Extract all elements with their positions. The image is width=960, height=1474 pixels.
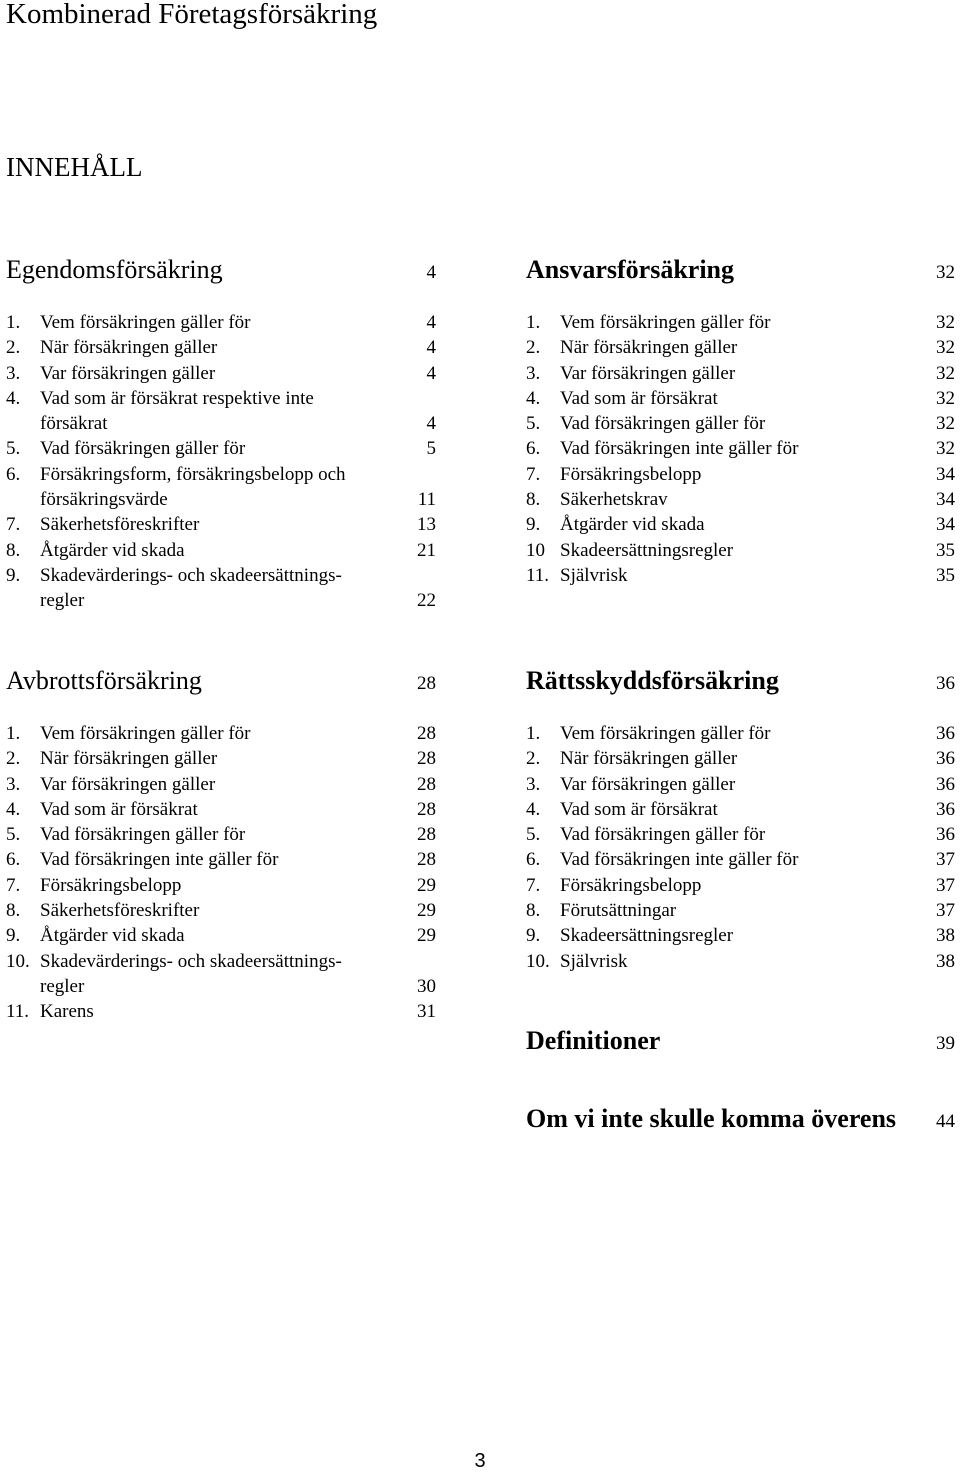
toc-entry-number: 1.: [526, 723, 541, 744]
toc-entry[interactable]: [526, 487, 955, 512]
toc-entry-number: 9.: [526, 925, 541, 947]
toc-entry-text: Var försäkringen gäller: [560, 773, 736, 795]
toc-entry-page: 34: [936, 489, 955, 511]
toc-entry-page: 35: [936, 564, 955, 586]
toc-entry-number: 7.: [6, 874, 21, 896]
toc-entry-text: Säkerhetskrav: [560, 489, 668, 511]
toc-entry[interactable]: [6, 847, 436, 872]
toc-entry-number: 9.: [526, 514, 541, 536]
toc-entry-page: 32: [936, 337, 955, 359]
toc-entry-page: 28: [417, 723, 436, 744]
toc-entry-list: [526, 310, 955, 588]
toc-entry[interactable]: [526, 411, 955, 436]
toc-entry-page: 29: [417, 900, 436, 922]
toc-entry-page: 32: [936, 438, 955, 460]
toc-entry-list: [526, 721, 955, 974]
toc-entry[interactable]: [526, 746, 955, 771]
toc-entry-page: 37: [936, 900, 955, 922]
section-heading[interactable]: [526, 663, 955, 699]
toc-entry-page: 38: [936, 950, 955, 972]
toc-entry-page: 32: [936, 312, 955, 333]
toc-entry-page: 38: [936, 925, 955, 947]
toc-entry-number: 6.: [526, 849, 541, 871]
toc-entry-text: Vad som är försäkrat: [40, 798, 198, 820]
toc-entry-text: Vad försäkringen inte gäller för: [40, 849, 279, 871]
toc-entry[interactable]: [6, 797, 436, 822]
toc-entry-page: 36: [936, 798, 955, 820]
section-heading[interactable]: [6, 252, 436, 288]
toc-entry[interactable]: [6, 563, 436, 614]
toc-entry-number: 3.: [526, 773, 541, 795]
toc-entry-text: Vad som är försäkrat: [560, 387, 718, 409]
toc-entry-number: 8.: [6, 539, 21, 561]
toc-entry[interactable]: [6, 999, 436, 1024]
toc-entry-number: 8.: [6, 900, 21, 922]
toc-entry-text: Vad försäkringen inte gäller för: [560, 849, 799, 871]
toc-entry[interactable]: [526, 512, 955, 537]
toc-entry-page: 30: [417, 975, 436, 997]
toc-section-ansvar: [526, 252, 955, 586]
toc-entry-number: 9.: [6, 564, 21, 586]
toc-entry-page: 13: [417, 514, 436, 536]
toc-entry-number: 4.: [6, 798, 21, 820]
toc-entry-page: 36: [936, 723, 955, 744]
toc-entry-text: Skadevärderings- och skadeersättnings-: [40, 950, 342, 972]
toc-entry[interactable]: [6, 538, 436, 563]
toc-entry-page: 28: [417, 849, 436, 871]
toc-entry-page: 28: [417, 798, 436, 820]
toc-entry-page: 34: [936, 514, 955, 536]
toc-entry-page: 37: [936, 874, 955, 896]
toc-entry-number: 10.: [6, 950, 30, 972]
toc-entry[interactable]: [526, 772, 955, 797]
toc-entry-text: När försäkringen gäller: [560, 748, 738, 770]
toc-entry-text: Vad försäkringen gäller för: [40, 824, 246, 846]
toc-entry-text: Vad som är försäkrat: [560, 798, 718, 820]
toc-entry-page: 28: [417, 824, 436, 846]
toc-entry-text: När försäkringen gäller: [40, 748, 218, 770]
toc-entry-page: 4: [426, 337, 436, 359]
toc-entry-text: försäkrat: [40, 413, 108, 435]
toc-entry-text: Var försäkringen gäller: [40, 773, 216, 795]
toc-entry[interactable]: [6, 335, 436, 360]
toc-entry-number: 3.: [526, 362, 541, 384]
toc-entry-text: regler: [40, 975, 85, 997]
section-title: Rättsskyddsförsäkring: [526, 666, 779, 695]
toc-entry-number: 1.: [6, 312, 21, 333]
toc-entry-number: 2.: [6, 748, 21, 770]
toc-entry-text: regler: [40, 590, 85, 612]
section-page-number: 4: [426, 262, 436, 283]
toc-entry[interactable]: [526, 822, 955, 847]
toc-entry[interactable]: [6, 949, 436, 1000]
toc-entry-number: 1.: [526, 312, 541, 333]
toc-entry-number: 10.: [526, 950, 550, 972]
toc-entry-number: 7.: [526, 463, 541, 485]
toc-entry-text: Säkerhetsföreskrifter: [40, 900, 200, 922]
toc-entry-text: Försäkringsform, försäkringsbelopp och: [40, 463, 346, 485]
toc-entry-text: Vad försäkringen gäller för: [40, 438, 246, 460]
toc-entry[interactable]: [526, 923, 955, 948]
toc-entry-text: Vad försäkringen gäller för: [560, 824, 766, 846]
section-heading[interactable]: [6, 663, 436, 699]
toc-entry[interactable]: [526, 797, 955, 822]
toc-entry-text: Självrisk: [560, 564, 628, 586]
section-title: Avbrottsförsäkring: [6, 666, 202, 695]
toc-entry-page: 29: [417, 925, 436, 947]
toc-entry-number: 4.: [526, 387, 541, 409]
toc-entry-text: Åtgärder vid skada: [40, 539, 185, 561]
toc-entry-number: 5.: [526, 413, 541, 435]
toc-entry-number: 10: [526, 539, 545, 561]
toc-entry-number: 7.: [526, 874, 541, 896]
toc-entry-page: 31: [417, 1001, 436, 1023]
toc-entry-number: 1.: [6, 723, 21, 744]
toc-entry-number: 8.: [526, 489, 541, 511]
toc-section-avbrott: [6, 663, 436, 1023]
toc-entry-page: 4: [426, 312, 436, 333]
toc-entry[interactable]: [526, 386, 955, 411]
page-number: 3: [474, 1450, 486, 1472]
section-page-number: 36: [936, 673, 955, 694]
toc-entry-page: 11: [417, 489, 436, 511]
toc-entry-page: 36: [936, 748, 955, 770]
toc-entry-text: Skadeersättningsregler: [560, 539, 734, 561]
section-page-number: 39: [936, 1033, 955, 1054]
toc-entry-page: 28: [417, 748, 436, 770]
toc-entry-number: 3.: [6, 773, 21, 795]
toc-entry-page: 32: [936, 362, 955, 384]
toc-entry[interactable]: [526, 361, 955, 386]
toc-entry-text: Skadeersättningsregler: [560, 925, 734, 947]
toc-entry[interactable]: [6, 873, 436, 898]
toc-entry-number: 8.: [526, 900, 541, 922]
toc-entry-number: 11.: [526, 564, 550, 586]
section-heading[interactable]: [526, 1101, 955, 1137]
toc-entry-page: 32: [936, 413, 955, 435]
toc-entry[interactable]: [526, 563, 955, 588]
toc-entry-page: 37: [936, 849, 955, 871]
toc-section-om-vi-inte-skulle-komma-overens: [526, 1101, 955, 1137]
toc-entry-list: [6, 310, 436, 614]
toc-entry[interactable]: [526, 335, 955, 360]
toc-entry-page: 22: [417, 590, 436, 612]
toc-entry-list: [6, 721, 436, 1025]
toc-entry-page: 5: [426, 438, 436, 460]
toc-entry-page: 4: [426, 362, 436, 384]
toc-entry-number: 5.: [6, 824, 21, 846]
toc-entry-text: Säkerhetsföreskrifter: [40, 514, 200, 536]
section-page-number: 28: [417, 673, 436, 694]
toc-entry-text: Vem försäkringen gäller för: [560, 312, 771, 333]
toc-entry[interactable]: [526, 847, 955, 872]
toc-entry-text: Åtgärder vid skada: [560, 514, 705, 536]
section-title: Ansvarsförsäkring: [526, 255, 735, 284]
toc-entry[interactable]: [6, 721, 436, 746]
section-title: Egendomsförsäkring: [6, 255, 223, 284]
toc-entry-number: 9.: [6, 925, 21, 947]
toc-entry-page: 29: [417, 874, 436, 896]
toc-entry-number: 5.: [526, 824, 541, 846]
toc-entry[interactable]: [6, 361, 436, 386]
toc-entry-number: 2.: [526, 337, 541, 359]
toc-entry[interactable]: [6, 898, 436, 923]
toc-entry-text: Var försäkringen gäller: [560, 362, 736, 384]
toc-entry[interactable]: [526, 949, 955, 974]
toc-entry-number: 2.: [6, 337, 21, 359]
toc-entry-text: Vad som är försäkrat respektive inte: [40, 387, 314, 409]
toc-entry-text: Försäkringsbelopp: [560, 463, 702, 485]
section-title: Definitioner: [526, 1026, 661, 1055]
toc-entry-text: Vad försäkringen gäller för: [560, 413, 766, 435]
toc-entry-page: 4: [426, 413, 436, 435]
toc-entry-text: Karens: [40, 1001, 94, 1023]
toc-entry-page: 28: [417, 773, 436, 795]
toc-entry-text: Vem försäkringen gäller för: [40, 312, 251, 333]
toc-entry-page: 21: [417, 539, 436, 561]
toc-entry-number: 11.: [6, 1001, 30, 1023]
toc-entry-page: 32: [936, 387, 955, 409]
toc-entry-text: Självrisk: [560, 950, 628, 972]
toc-entry-text: Förutsättningar: [560, 900, 677, 922]
toc-entry-page: 34: [936, 463, 955, 485]
toc-entry-number: 4.: [526, 798, 541, 820]
section-heading[interactable]: [526, 252, 955, 288]
toc-entry-number: 5.: [6, 438, 21, 460]
toc-entry[interactable]: [6, 512, 436, 537]
section-title: Om vi inte skulle komma överens: [526, 1104, 897, 1133]
toc-entry[interactable]: [6, 462, 436, 513]
toc-entry[interactable]: [6, 310, 436, 335]
toc-entry[interactable]: [6, 772, 436, 797]
contents-heading: INNEHÅLL: [6, 152, 143, 182]
toc-entry[interactable]: [526, 873, 955, 898]
toc-entry[interactable]: [526, 721, 955, 746]
toc-entry-text: Försäkringsbelopp: [40, 874, 182, 896]
section-page-number: 44: [936, 1111, 955, 1132]
toc-entry-number: 6.: [526, 438, 541, 460]
toc-entry-text: Åtgärder vid skada: [40, 925, 185, 947]
toc-entry-text: När försäkringen gäller: [40, 337, 218, 359]
toc-entry-text: När försäkringen gäller: [560, 337, 738, 359]
toc-entry[interactable]: [6, 923, 436, 948]
toc-entry-text: Vem försäkringen gäller för: [40, 723, 251, 744]
section-page-number: 32: [936, 262, 955, 283]
toc-entry-page: 36: [936, 773, 955, 795]
toc-entry-text: Var försäkringen gäller: [40, 362, 216, 384]
toc-entry-text: Försäkringsbelopp: [560, 874, 702, 896]
toc-entry[interactable]: [526, 898, 955, 923]
toc-entry-number: 6.: [6, 849, 21, 871]
toc-entry-number: 6.: [6, 463, 21, 485]
toc-section-definitioner: [526, 1023, 955, 1059]
toc-entry-text: Skadevärderings- och skadeersättnings-: [40, 564, 342, 586]
toc-entry[interactable]: [526, 310, 955, 335]
toc-entry[interactable]: [526, 462, 955, 487]
toc-entry-text: försäkringsvärde: [40, 489, 168, 511]
toc-entry-number: 2.: [526, 748, 541, 770]
toc-entry[interactable]: [526, 436, 955, 461]
document-title: Kombinerad Företagsförsäkring: [6, 0, 378, 30]
toc-entry-page: 35: [936, 539, 955, 561]
toc-entry-number: 4.: [6, 387, 21, 409]
toc-entry[interactable]: [6, 746, 436, 771]
toc-entry-page: 36: [936, 824, 955, 846]
toc-entry[interactable]: [526, 538, 955, 563]
toc-entry-number: 7.: [6, 514, 21, 536]
toc-section-rattsskydd: [526, 663, 955, 972]
toc-entry[interactable]: [6, 822, 436, 847]
toc-entry-text: Vem försäkringen gäller för: [560, 723, 771, 744]
section-heading[interactable]: [526, 1023, 955, 1059]
toc-section-egendom: [6, 252, 436, 612]
toc-entry[interactable]: [6, 436, 436, 461]
toc-entry-text: Vad försäkringen inte gäller för: [560, 438, 799, 460]
toc-entry-number: 3.: [6, 362, 21, 384]
toc-entry[interactable]: [6, 386, 436, 437]
